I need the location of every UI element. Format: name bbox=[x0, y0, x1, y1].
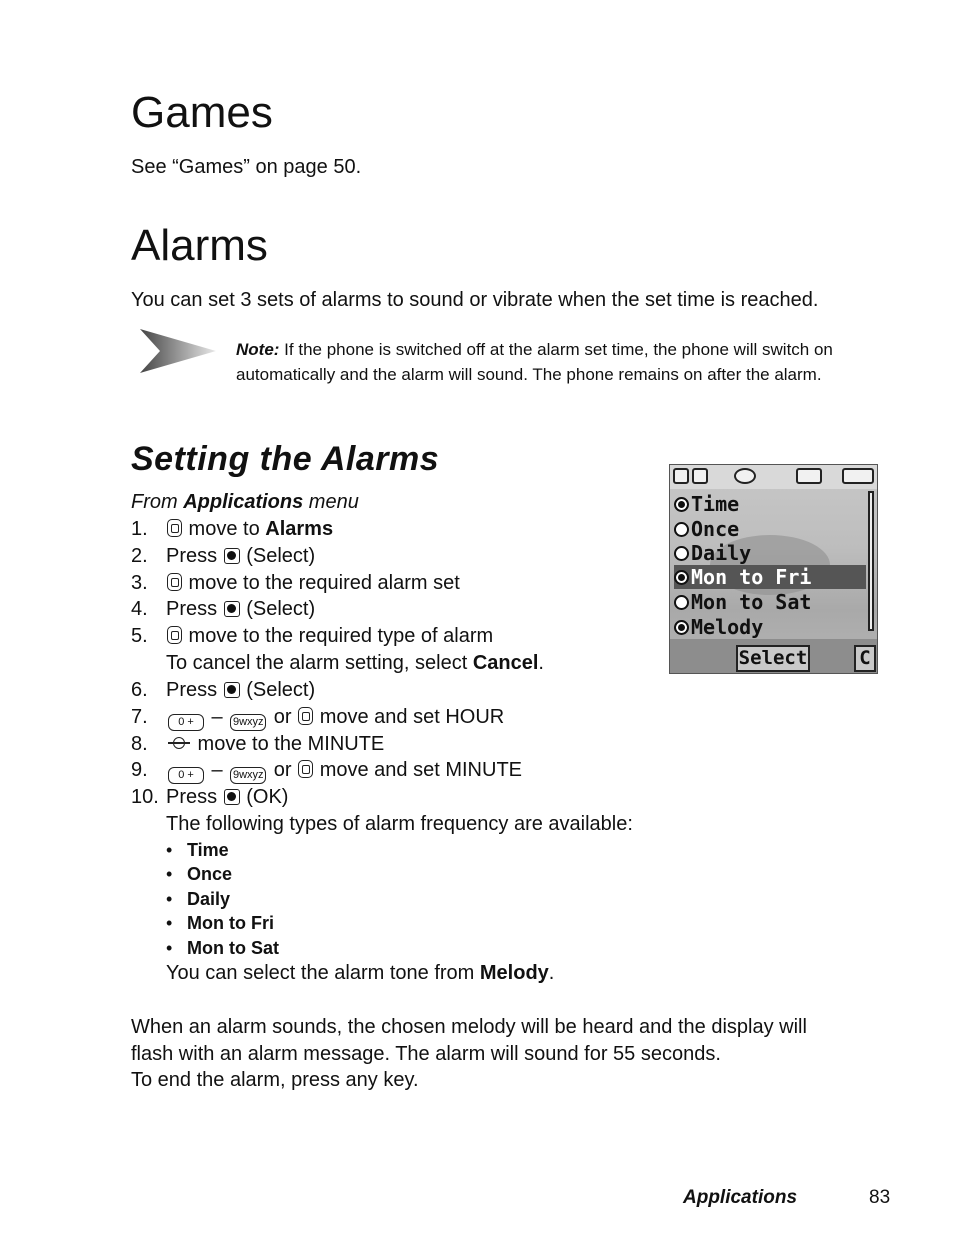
phone-menu-item-mon-to-sat[interactable]: Mon to Sat bbox=[674, 590, 866, 614]
network-icon bbox=[692, 468, 708, 484]
navigation-key-icon bbox=[298, 760, 313, 778]
closing-line-2: flash with an alarm message. The alarm will sound for 55 seconds. bbox=[131, 1043, 721, 1065]
frequency-item: • Mon to Fri bbox=[166, 913, 274, 933]
cancel-note: To cancel the alarm setting, select Cancel. bbox=[166, 652, 544, 674]
step-4: 4. Press (Select) bbox=[131, 598, 316, 620]
softkey-select-button[interactable]: Select bbox=[736, 645, 810, 672]
select-key-icon bbox=[224, 682, 240, 698]
phone-menu-item-time[interactable]: Time bbox=[674, 492, 866, 516]
melody-note: You can select the alarm tone from Melody. bbox=[166, 962, 555, 984]
phone-menu-item-melody[interactable]: Melody bbox=[674, 615, 866, 639]
step-7: 7. 0 + – 9wxyz or move and set HOUR bbox=[131, 704, 504, 731]
closing-line-3: To end the alarm, press any key. bbox=[131, 1069, 419, 1091]
step-3: 3. move to the required alarm set bbox=[131, 572, 460, 594]
note-arrow-icon bbox=[138, 327, 218, 375]
step-2: 2. Press (Select) bbox=[131, 545, 316, 567]
games-text: See “Games” on page 50. bbox=[131, 156, 362, 178]
frequency-item: • Once bbox=[166, 864, 233, 884]
step-10: 10. Press (OK) bbox=[131, 786, 289, 808]
closing-line-1: When an alarm sounds, the chosen melody will be heard and the display will bbox=[131, 1016, 807, 1038]
step-8: 8. move to the MINUTE bbox=[131, 733, 385, 755]
navigation-key-icon bbox=[167, 573, 182, 591]
setting-heading: Setting the Alarms bbox=[131, 440, 440, 478]
scrollbar[interactable] bbox=[868, 491, 874, 631]
alarm-clock-icon bbox=[734, 468, 756, 484]
navigation-key-icon bbox=[167, 626, 182, 644]
footer-section: Applications bbox=[683, 1187, 798, 1208]
page-number: 83 bbox=[869, 1187, 891, 1208]
radio-off-icon bbox=[674, 546, 689, 561]
nine-key-icon: 9wxyz bbox=[230, 767, 266, 784]
alarms-heading: Alarms bbox=[131, 221, 268, 270]
phone-menu-item-mon-to-fri[interactable]: Mon to Fri bbox=[674, 565, 866, 589]
frequency-item: • Daily bbox=[166, 889, 231, 909]
frequency-item: • Mon to Sat bbox=[166, 938, 279, 958]
nine-key-icon: 9wxyz bbox=[230, 714, 266, 731]
navigation-key-icon bbox=[298, 707, 313, 725]
frequency-item: • Time bbox=[166, 840, 229, 860]
side-navigation-icon bbox=[168, 736, 190, 752]
phone-menu-item-daily[interactable]: Daily bbox=[674, 541, 866, 565]
softkey-clear-button[interactable]: C bbox=[854, 645, 876, 672]
radio-on-icon bbox=[674, 620, 689, 635]
step-1: 1. move to Alarms bbox=[131, 518, 334, 540]
melody-icon bbox=[796, 468, 822, 484]
navigation-key-icon bbox=[167, 519, 182, 537]
zero-key-icon: 0 + bbox=[168, 714, 204, 731]
radio-on-icon bbox=[674, 497, 689, 512]
frequency-intro: The following types of alarm frequency are available: bbox=[166, 813, 633, 835]
alarms-intro: You can set 3 sets of alarms to sound or vibrate when the set time is reached. bbox=[131, 289, 819, 311]
step-9: 9. 0 + – 9wxyz or move and set MINUTE bbox=[131, 757, 522, 784]
select-key-icon bbox=[224, 789, 240, 805]
radio-on-icon bbox=[674, 570, 689, 585]
signal-strength-icon bbox=[842, 468, 874, 484]
select-key-icon bbox=[224, 601, 240, 617]
note-text: Note: If the phone is switched off at the alarm set time, the phone will switch on automatically and the alarm will sound. The phone remains on after the alarm. bbox=[236, 340, 833, 384]
radio-off-icon bbox=[674, 522, 689, 537]
radio-off-icon bbox=[674, 595, 689, 610]
phone-menu-item-once[interactable]: Once bbox=[674, 517, 866, 541]
games-heading: Games bbox=[131, 88, 273, 137]
zero-key-icon: 0 + bbox=[168, 767, 204, 784]
step-5: 5. move to the required type of alarm bbox=[131, 625, 494, 647]
message-icon bbox=[673, 468, 689, 484]
select-key-icon bbox=[224, 548, 240, 564]
step-6: 6. Press (Select) bbox=[131, 679, 316, 701]
from-menu-line: From Applications menu bbox=[131, 491, 359, 513]
note-label: Note: bbox=[236, 340, 280, 359]
phone-screen-image bbox=[669, 464, 878, 674]
